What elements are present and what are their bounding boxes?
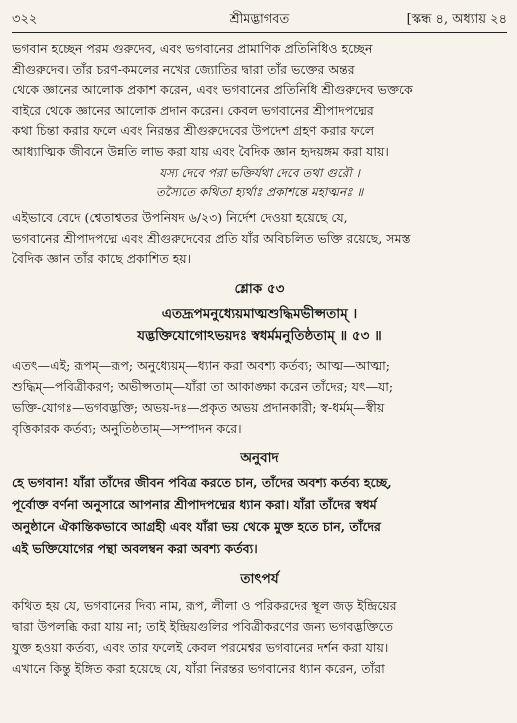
verse-line: তস্যৈতে কথিতা হ্যর্থাঃ প্রকাশন্তে মহাত্মনঃ ॥ (155, 185, 364, 199)
text-line: বাইরে থেকে জ্ঞানের আলোক প্রদান করেন। কেবল ভগবানের শ্রীপাদপদ্মের (12, 102, 374, 118)
purport (12, 595, 507, 679)
sloka-text (12, 303, 507, 347)
purport-heading: তাৎপর্য (240, 570, 279, 587)
translation-line: হে ভগবান! যাঁরা তাঁদের জীবন পবিত্র করতে চান, তাঁদের অবশ্য কর্তব্য হচ্ছে, (12, 474, 392, 490)
synonym-line: ভক্তি-যোগঃ—ভগবদ্ভক্তি; অভয়-দঃ—প্রকৃত অভয় প্রদানকারী; স্ব-ধর্মম্—স্বীয় (12, 399, 385, 415)
sloka-line: এতদ্রূপমনুধ্যেয়মাত্মশুদ্ধিমভীপ্সতাম্ । (161, 305, 358, 322)
translation-line: অনুষ্ঠানে ঐকান্তিকভাবে আগ্রহী এবং যাঁরা ভয় থেকে মুক্ত হতে চান, তাঁদের (12, 518, 381, 534)
sloka-title: শ্লোক ৫৩ (234, 280, 285, 297)
translation (12, 472, 507, 560)
intro-paragraph (12, 39, 507, 162)
running-title: শ্রীমদ্ভাগবত (229, 12, 290, 27)
chapter-reference: [স্কন্ধ ৪, অধ্যায় ২৪ (406, 12, 507, 27)
text-line: শ্রীগুরুদেব। তাঁর চরণ-কমলের নখের জ্যোতির দ্বারা তাঁর ভক্তের অন্তর (12, 61, 355, 77)
sloka-line: যদ্ভক্তিযোগোঽভয়দঃ স্বধর্মমনুতিষ্ঠতাম্ ॥ ৫৩ ॥ (137, 327, 382, 344)
synonym-line: এতৎ—এই; রূপম্—রূপ; অনুধ্যেয়ম্—ধ্যান করা অবশ্য কর্তব্য; আত্ম—আত্মা; (12, 357, 390, 373)
text-line: ভগবানের শ্রীপাদপদ্মে এবং শ্রীগুরুদেবের প্রতি যাঁর অবিচলিত ভক্তি রয়েছে, সমস্ত (12, 230, 411, 246)
purport-line: যুক্ত হওয়া কর্তব্য, এবং তার ফলেই কেবল পরমেশ্বর ভগবানের দর্শন করা যায়। (12, 639, 389, 655)
page-header (12, 8, 507, 33)
page-number: ৩২২ (12, 12, 38, 27)
purport-line: কথিত হয় যে, ভগবানের দিব্য নাম, রূপ, লীলা ও পরিকরদের স্থূল জড় ইন্দ্রিয়ের (12, 597, 397, 613)
translation-line: এই ভক্তিযোগের পন্থা অবলম্বন করা অবশ্য কর্তব্য। (12, 540, 258, 556)
translation-heading: অনুবাদ (240, 449, 279, 466)
synonyms (12, 355, 507, 439)
text-line: বৈদিক জ্ঞান তাঁর কাছে প্রকাশিত হয়। (12, 251, 192, 266)
second-paragraph (12, 208, 507, 270)
synonym-line: বৃত্তিকারক কর্তব্য; অনুতিষ্ঠতাম্—সম্পাদন করে। (12, 420, 242, 436)
text-line: আধ্যাত্মিক জীবনে উন্নতি লাভ করা যায় এবং বৈদিক জ্ঞান হৃদয়ঙ্গম করা যায়। (12, 143, 389, 159)
quoted-verse (12, 164, 507, 202)
book-page (12, 8, 507, 679)
purport-line: দ্বারা উপলব্ধি করা যায় না; তাই ইন্দ্রিয়গুলির পবিত্রীকরণের জন্য ভগবদ্ভক্তিতে (12, 618, 393, 634)
synonym-line: শুদ্ধিম্—পবিত্রীকরণ; অভীপ্সতাম্—যাঁরা তা আকাঙ্ক্ষা করেন তাঁদের; যৎ—যা; (12, 378, 394, 394)
text-line: থেকে জ্ঞানের আলোক প্রকাশ করেন, এবং ভগবানের প্রতিনিধি শ্রীগুরুদেব ভক্তকে (12, 82, 413, 97)
purport-line: এখানে কিন্তু ইঙ্গিত করা হয়েছে যে, যাঁরা নিরন্তর ভগবানের ধ্যান করেন, তাঁরা (12, 660, 385, 676)
verse-line: যস্য দেবে পরা ভক্তির্যথা দেবে তথা গুরৌ । (159, 166, 360, 180)
translation-line: পূর্বোক্ত বর্ণনা অনুসারে আপনার শ্রীপাদপদ্মের ধ্যান করা। যাঁরা তাঁদের স্বধর্ম (12, 496, 377, 512)
text-line: কথা চিন্তা করার ফলে এবং নিরন্তর শ্রীগুরুদেবের উপদেশ গ্রহণ করার ফলে (12, 123, 375, 138)
text-line: এইভাবে বেদে (শ্বেতাশ্বতর উপনিষদ ৬/২৩) নির্দেশ দেওয়া হয়েছে যে, (12, 210, 348, 225)
text-line: ভগবান হচ্ছেন পরম গুরুদেব, এবং ভগবানের প্রামাণিক প্রতিনিধিও হচ্ছেন (12, 41, 373, 56)
